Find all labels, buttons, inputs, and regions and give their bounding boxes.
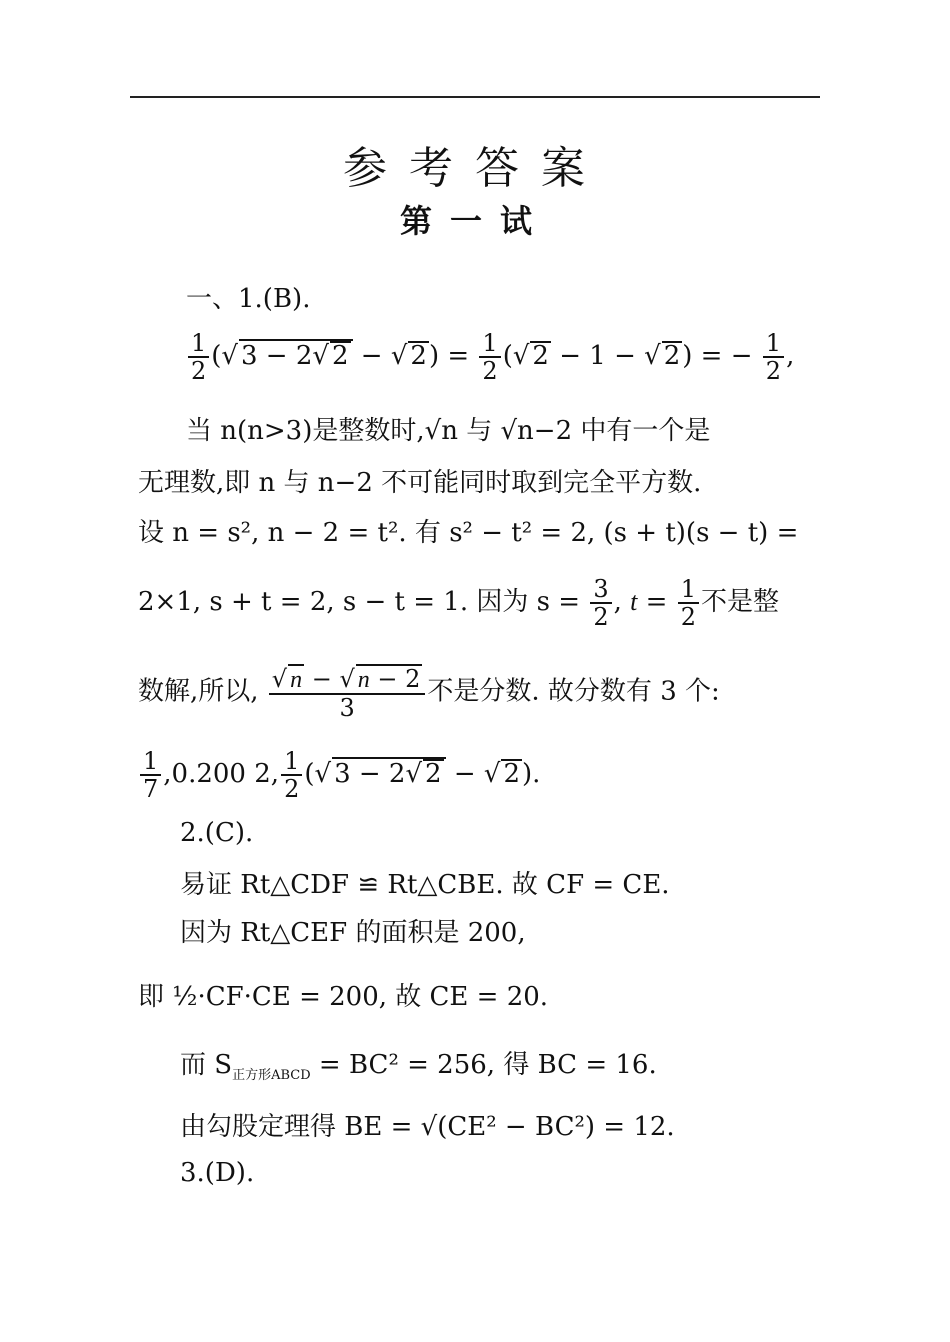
top-rule: [130, 96, 820, 98]
paragraph-line-4: 2×1, s + t = 2, s − t = 1. 因为 s = $\frac{3}{2}$ , t = $\frac{1}{2}$ 不是整: [138, 575, 779, 631]
fraction: $\frac{1}{2}$: [188, 330, 209, 384]
fraction: $\frac{1}{2}$: [678, 576, 699, 630]
section-title: 第一试: [399, 202, 550, 240]
question-2-line-3: 即 ½·CF·CE = 200, 故 CE = 20.: [138, 982, 549, 1012]
question-1-label: 一、1.(B).: [186, 284, 311, 314]
paragraph-line-5-tail: 不是分数. 故分数有 3 个:: [427, 676, 720, 707]
paragraph-line-5: [138, 664, 720, 721]
paragraph-line-4-tail: 不是整: [700, 587, 779, 617]
question-2-line-1: 易证 Rt△CDF ≌ Rt△CBE. 故 CF = CE.: [180, 870, 670, 900]
area-equation: = BC² = 256, 得 BC = 16.: [310, 1050, 657, 1080]
question-2-line-5: 由勾股定理得 BE = √(CE² − BC²) = 12.: [180, 1112, 675, 1142]
formula-line-1: $\frac{1}{2}$ (√ 3 − 2√ 2 − √ 2) = $\frac{1}{2}$ (√ 2 − 1 − √ 2) = − $\frac{1}{2}$ ,: [186, 330, 794, 384]
page-title: 参考答案: [343, 143, 607, 194]
fraction: $\frac{1}{2}$: [479, 330, 500, 384]
paragraph-line-6-text: ,0.200 2,: [163, 759, 280, 789]
question-2-label: 2.(C).: [180, 818, 254, 848]
area-label: 而 S: [180, 1050, 233, 1080]
fraction: $\frac{3}{2}$: [590, 576, 611, 630]
area-subscript: 正方形ABCD: [232, 1068, 311, 1083]
fraction: $\frac{1}{7}$: [140, 748, 161, 802]
paragraph-line-2: 无理数,即 n 与 n−2 不可能同时取到完全平方数.: [138, 468, 702, 498]
question-2-line-2: 因为 Rt△CEF 的面积是 200,: [180, 918, 526, 948]
question-3-label: 3.(D).: [180, 1158, 255, 1188]
paragraph-line-1: 当 n(n>3)是整数时,√n 与 √n−2 中有一个是: [186, 416, 711, 446]
fraction: $\frac{1}{2}$: [763, 330, 784, 384]
paragraph-line-5-text: 数解,所以,: [138, 676, 259, 707]
paragraph-line-3: 设 n = s², n − 2 = t². 有 s² − t² = 2, (s + t)(s − t) =: [138, 518, 799, 548]
fraction: $\frac{√ n - √ n - 2}{3}$: [269, 664, 426, 721]
question-2-line-4: [180, 1048, 657, 1093]
paragraph-line-6: $\frac{1}{7}$ ,0.200 2, $\frac{1}{2}$ (√ 3 − 2√ 2 − √ 2).: [138, 748, 540, 802]
paragraph-line-4-text: 2×1, s + t = 2, s − t = 1. 因为 s =: [138, 587, 581, 617]
fraction: $\frac{1}{2}$: [281, 748, 302, 802]
